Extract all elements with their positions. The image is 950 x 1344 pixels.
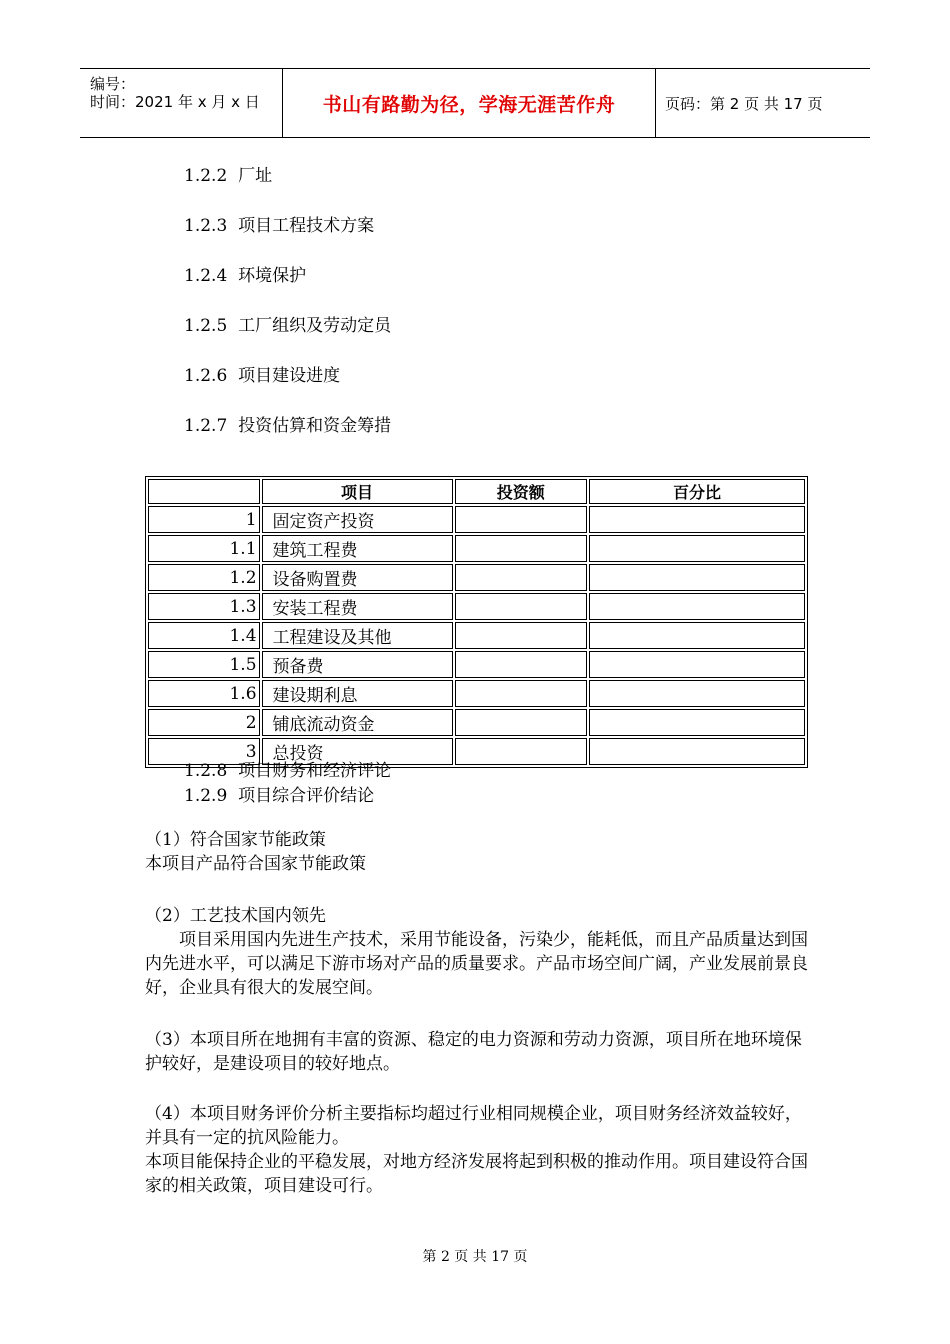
row-percent: [589, 709, 805, 736]
header-meta: [80, 69, 282, 137]
row-number: 1.5: [148, 651, 260, 678]
section-heading: 1.2.4 环境保护: [184, 266, 307, 286]
row-amount: [455, 680, 588, 707]
row-item: 工程建设及其他: [262, 622, 453, 649]
row-amount: [455, 564, 588, 591]
row-number: 2: [148, 709, 260, 736]
conclusion-2-body: 项目采用国内先进生产技术，采用节能设备，污染少，能耗低，而且产品质量达到国内先进水平，可以满足下游市场对产品的质量要求。产品市场空间广阔，产业发展前景良好，企业具有很大的发展空间。: [145, 930, 808, 998]
table-row: [148, 651, 805, 678]
table-row: [148, 680, 805, 707]
conclusion-3-body: （3）本项目所在地拥有丰富的资源、稳定的电力资源和劳动力资源，项目所在地环境保护较好，是建设项目的较好地点。: [145, 1030, 802, 1074]
row-item: 固定资产投资: [262, 506, 453, 533]
section-heading: 1.2.2 厂址: [184, 166, 273, 186]
row-percent: [589, 593, 805, 620]
row-percent: [589, 564, 805, 591]
page-header: [80, 68, 870, 138]
row-amount: [455, 535, 588, 562]
section-heading: 1.2.7 投资估算和资金筹措: [184, 416, 392, 436]
section-heading: 1.2.9 项目综合评价结论: [184, 786, 375, 806]
row-number: 1.3: [148, 593, 260, 620]
table-row: [148, 535, 805, 562]
conclusion-4: [145, 1102, 810, 1198]
conclusion-1-title: （1）符合国家节能政策: [145, 830, 326, 850]
conclusion-3: [145, 1028, 810, 1076]
table-header-percent: 百分比: [589, 479, 805, 504]
row-amount: [455, 622, 588, 649]
row-amount: [455, 506, 588, 533]
row-item: 总投资: [262, 738, 453, 765]
page-footer: 第 2 页 共 17 页: [422, 1249, 528, 1265]
table-header-item: 项目: [262, 479, 453, 504]
row-percent: [589, 738, 805, 765]
row-item: 安装工程费: [262, 593, 453, 620]
table-header-row: [148, 479, 805, 504]
row-item: 建筑工程费: [262, 535, 453, 562]
section-heading: 1.2.6 项目建设进度: [184, 366, 341, 386]
investment-table: [145, 476, 808, 768]
row-number: 1.4: [148, 622, 260, 649]
header-motto: 书山有路勤为径，学海无涯苦作舟: [322, 93, 616, 116]
row-percent: [589, 506, 805, 533]
conclusion-1-body: 本项目产品符合国家节能政策: [145, 854, 366, 874]
table-row: [148, 506, 805, 533]
row-number: 1.1: [148, 535, 260, 562]
conclusion-4-body: （4）本项目财务评价分析主要指标均超过行业相同规模企业，项目财务经济效益较好，并具有一定的抗风险能力。: [145, 1104, 802, 1148]
row-amount: [455, 593, 588, 620]
document-number-label: 编号：: [90, 75, 136, 93]
section-heading: 1.2.5 工厂组织及劳动定员: [184, 316, 392, 336]
row-item: 预备费: [262, 651, 453, 678]
table-header-amount: 投资额: [455, 479, 588, 504]
row-number: 1.2: [148, 564, 260, 591]
conclusion-2-title: （2）工艺技术国内领先: [145, 906, 326, 926]
row-number: 1: [148, 506, 260, 533]
row-item: 铺底流动资金: [262, 709, 453, 736]
row-percent: [589, 680, 805, 707]
section-heading: 1.2.8 项目财务和经济评论: [184, 761, 392, 781]
table-row: [148, 564, 805, 591]
table-row: [148, 593, 805, 620]
row-amount: [455, 738, 588, 765]
row-percent: [589, 651, 805, 678]
header-page-cell: [655, 69, 870, 137]
row-amount: [455, 651, 588, 678]
row-number: 1.6: [148, 680, 260, 707]
row-item: 建设期利息: [262, 680, 453, 707]
conclusion-5-body: 本项目能保持企业的平稳发展，对地方经济发展将起到积极的推动作用。项目建设符合国家的相关政策，项目建设可行。: [145, 1152, 808, 1196]
header-motto-cell: [282, 69, 656, 137]
conclusion-2: [145, 904, 810, 1000]
row-percent: [589, 535, 805, 562]
conclusion-1: [145, 828, 810, 876]
table-row: [148, 622, 805, 649]
table-row: [148, 709, 805, 736]
header-page-info: 页码：第 2 页 共 17 页: [665, 94, 823, 113]
row-amount: [455, 709, 588, 736]
document-date: 时间：2021 年 x 月 x 日: [90, 93, 260, 111]
section-heading: 1.2.3 项目工程技术方案: [184, 216, 375, 236]
table-header-number: [148, 479, 260, 504]
row-number: 3: [148, 738, 260, 765]
row-item: 设备购置费: [262, 564, 453, 591]
row-percent: [589, 622, 805, 649]
